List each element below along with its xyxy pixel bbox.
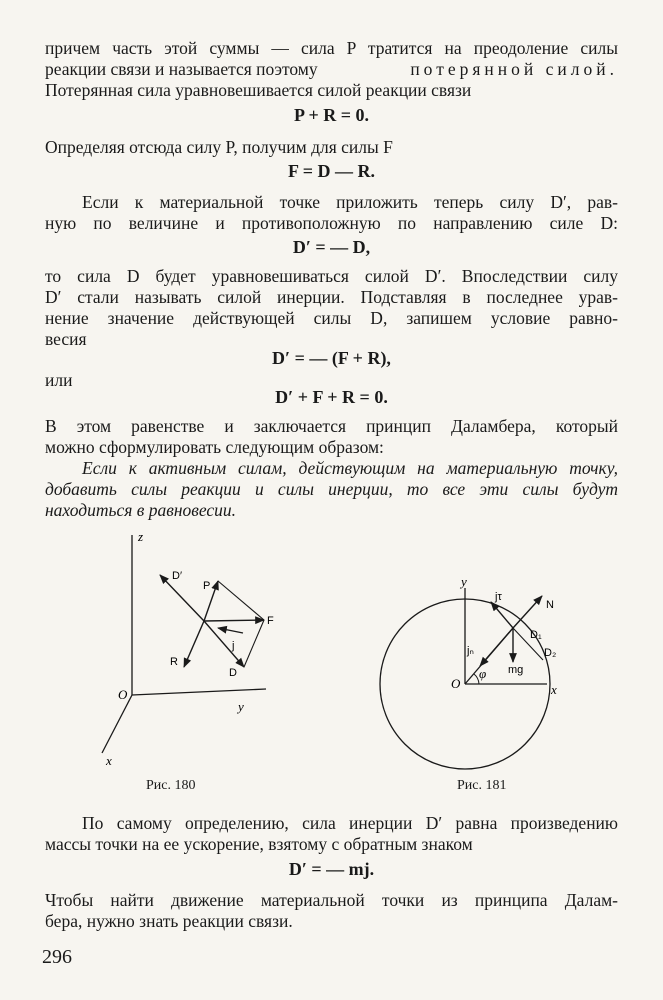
principle-text: находиться в равновесии. — [45, 500, 237, 520]
label-d: D — [229, 667, 237, 679]
label-y: y — [238, 699, 244, 714]
equation: D′ = — (F + R), — [272, 348, 391, 368]
text-line: то сила D будет уравновешиваться силой D′. Впоследствии силу — [45, 266, 618, 286]
d-vector — [204, 621, 244, 667]
y-axis — [132, 689, 266, 695]
text-line: В этом равенстве и заключается принцип Даламбера, который — [45, 416, 618, 436]
label-d2: D₂ — [544, 647, 557, 659]
equation: F = D — R. — [287, 161, 376, 181]
text-line: Чтобы найти движение материальной точки из принципа Далам- — [45, 890, 618, 910]
label-x: x — [551, 682, 557, 697]
label-j-n: jₙ — [467, 645, 474, 657]
j-vector — [218, 628, 243, 633]
j-tau-vector — [491, 602, 513, 628]
construction-line — [244, 620, 264, 667]
equation: D′ + F + R = 0. — [275, 387, 388, 407]
text-line: ную по величине и противоположную по направлению силе D: — [45, 213, 618, 233]
text-line: Потерянная сила уравновешивается силой реакции связи — [45, 80, 472, 100]
figure-180-caption: Рис. 180 — [146, 778, 196, 793]
text-line: Если к материальной точке приложить теперь силу D′, рав- — [82, 192, 618, 212]
label-r: R — [170, 656, 178, 668]
label-phi: φ — [479, 666, 487, 681]
label-y: y — [461, 574, 467, 589]
label-origin: O — [451, 676, 461, 691]
label-d-prime: D′ — [172, 570, 183, 582]
principle-text: Если к активным силам, действующим на материальную точку, — [82, 458, 618, 478]
text-line: Определяя отсюда силу P, получим для силы F — [45, 137, 393, 157]
r-vector — [184, 621, 204, 667]
label-x: x — [106, 753, 112, 768]
j-n-vector — [480, 628, 513, 666]
text-line: По самому определению, сила инерции D′ равна произведению — [82, 813, 618, 833]
x-axis — [102, 695, 132, 753]
equation: D′ = — D, — [292, 237, 371, 257]
text-segment: реакции связи и называется поэтому — [45, 59, 318, 79]
text-line: нение значение действующей силы D, запишем условие равно- — [45, 308, 618, 328]
label-f: F — [267, 615, 274, 627]
figure-180 — [90, 525, 290, 775]
f-vector — [204, 620, 264, 621]
text-line: или — [45, 370, 73, 390]
label-origin: O — [118, 687, 128, 702]
label-n: N — [546, 599, 554, 611]
equation: P + R = 0. — [293, 105, 369, 125]
label-j-tau: jτ — [495, 591, 502, 603]
label-d1: D₁ — [530, 629, 542, 641]
text-line: причем часть этой суммы — сила P тратится на преодоление силы — [45, 38, 618, 58]
term-lost-force: потерянной силой. — [410, 59, 618, 79]
text-line: массы точки на ее ускорение, взятому с обратным знаком — [45, 834, 473, 854]
label-z: z — [138, 529, 144, 544]
text-line — [45, 59, 618, 80]
text-line: весия — [45, 329, 87, 349]
page-number: 296 — [42, 946, 72, 968]
text-line: бера, нужно знать реакции связи. — [45, 911, 293, 931]
figure-181 — [375, 572, 590, 772]
principle-text: добавить силы реакции и силы инерции, то все эти силы будут — [45, 479, 618, 499]
figure-181-caption: Рис. 181 — [457, 778, 507, 793]
text-line: D′ стали называть силой инерции. Подставляя в последнее урав- — [45, 287, 618, 307]
text-line: можно сформулировать следующим образом: — [45, 437, 384, 457]
label-mg: mg — [508, 664, 524, 676]
label-j: j — [232, 640, 235, 652]
label-p: P — [203, 580, 211, 592]
n-vector — [513, 596, 542, 628]
construction-line — [218, 581, 264, 620]
equation: D′ = — mj. — [288, 859, 375, 879]
